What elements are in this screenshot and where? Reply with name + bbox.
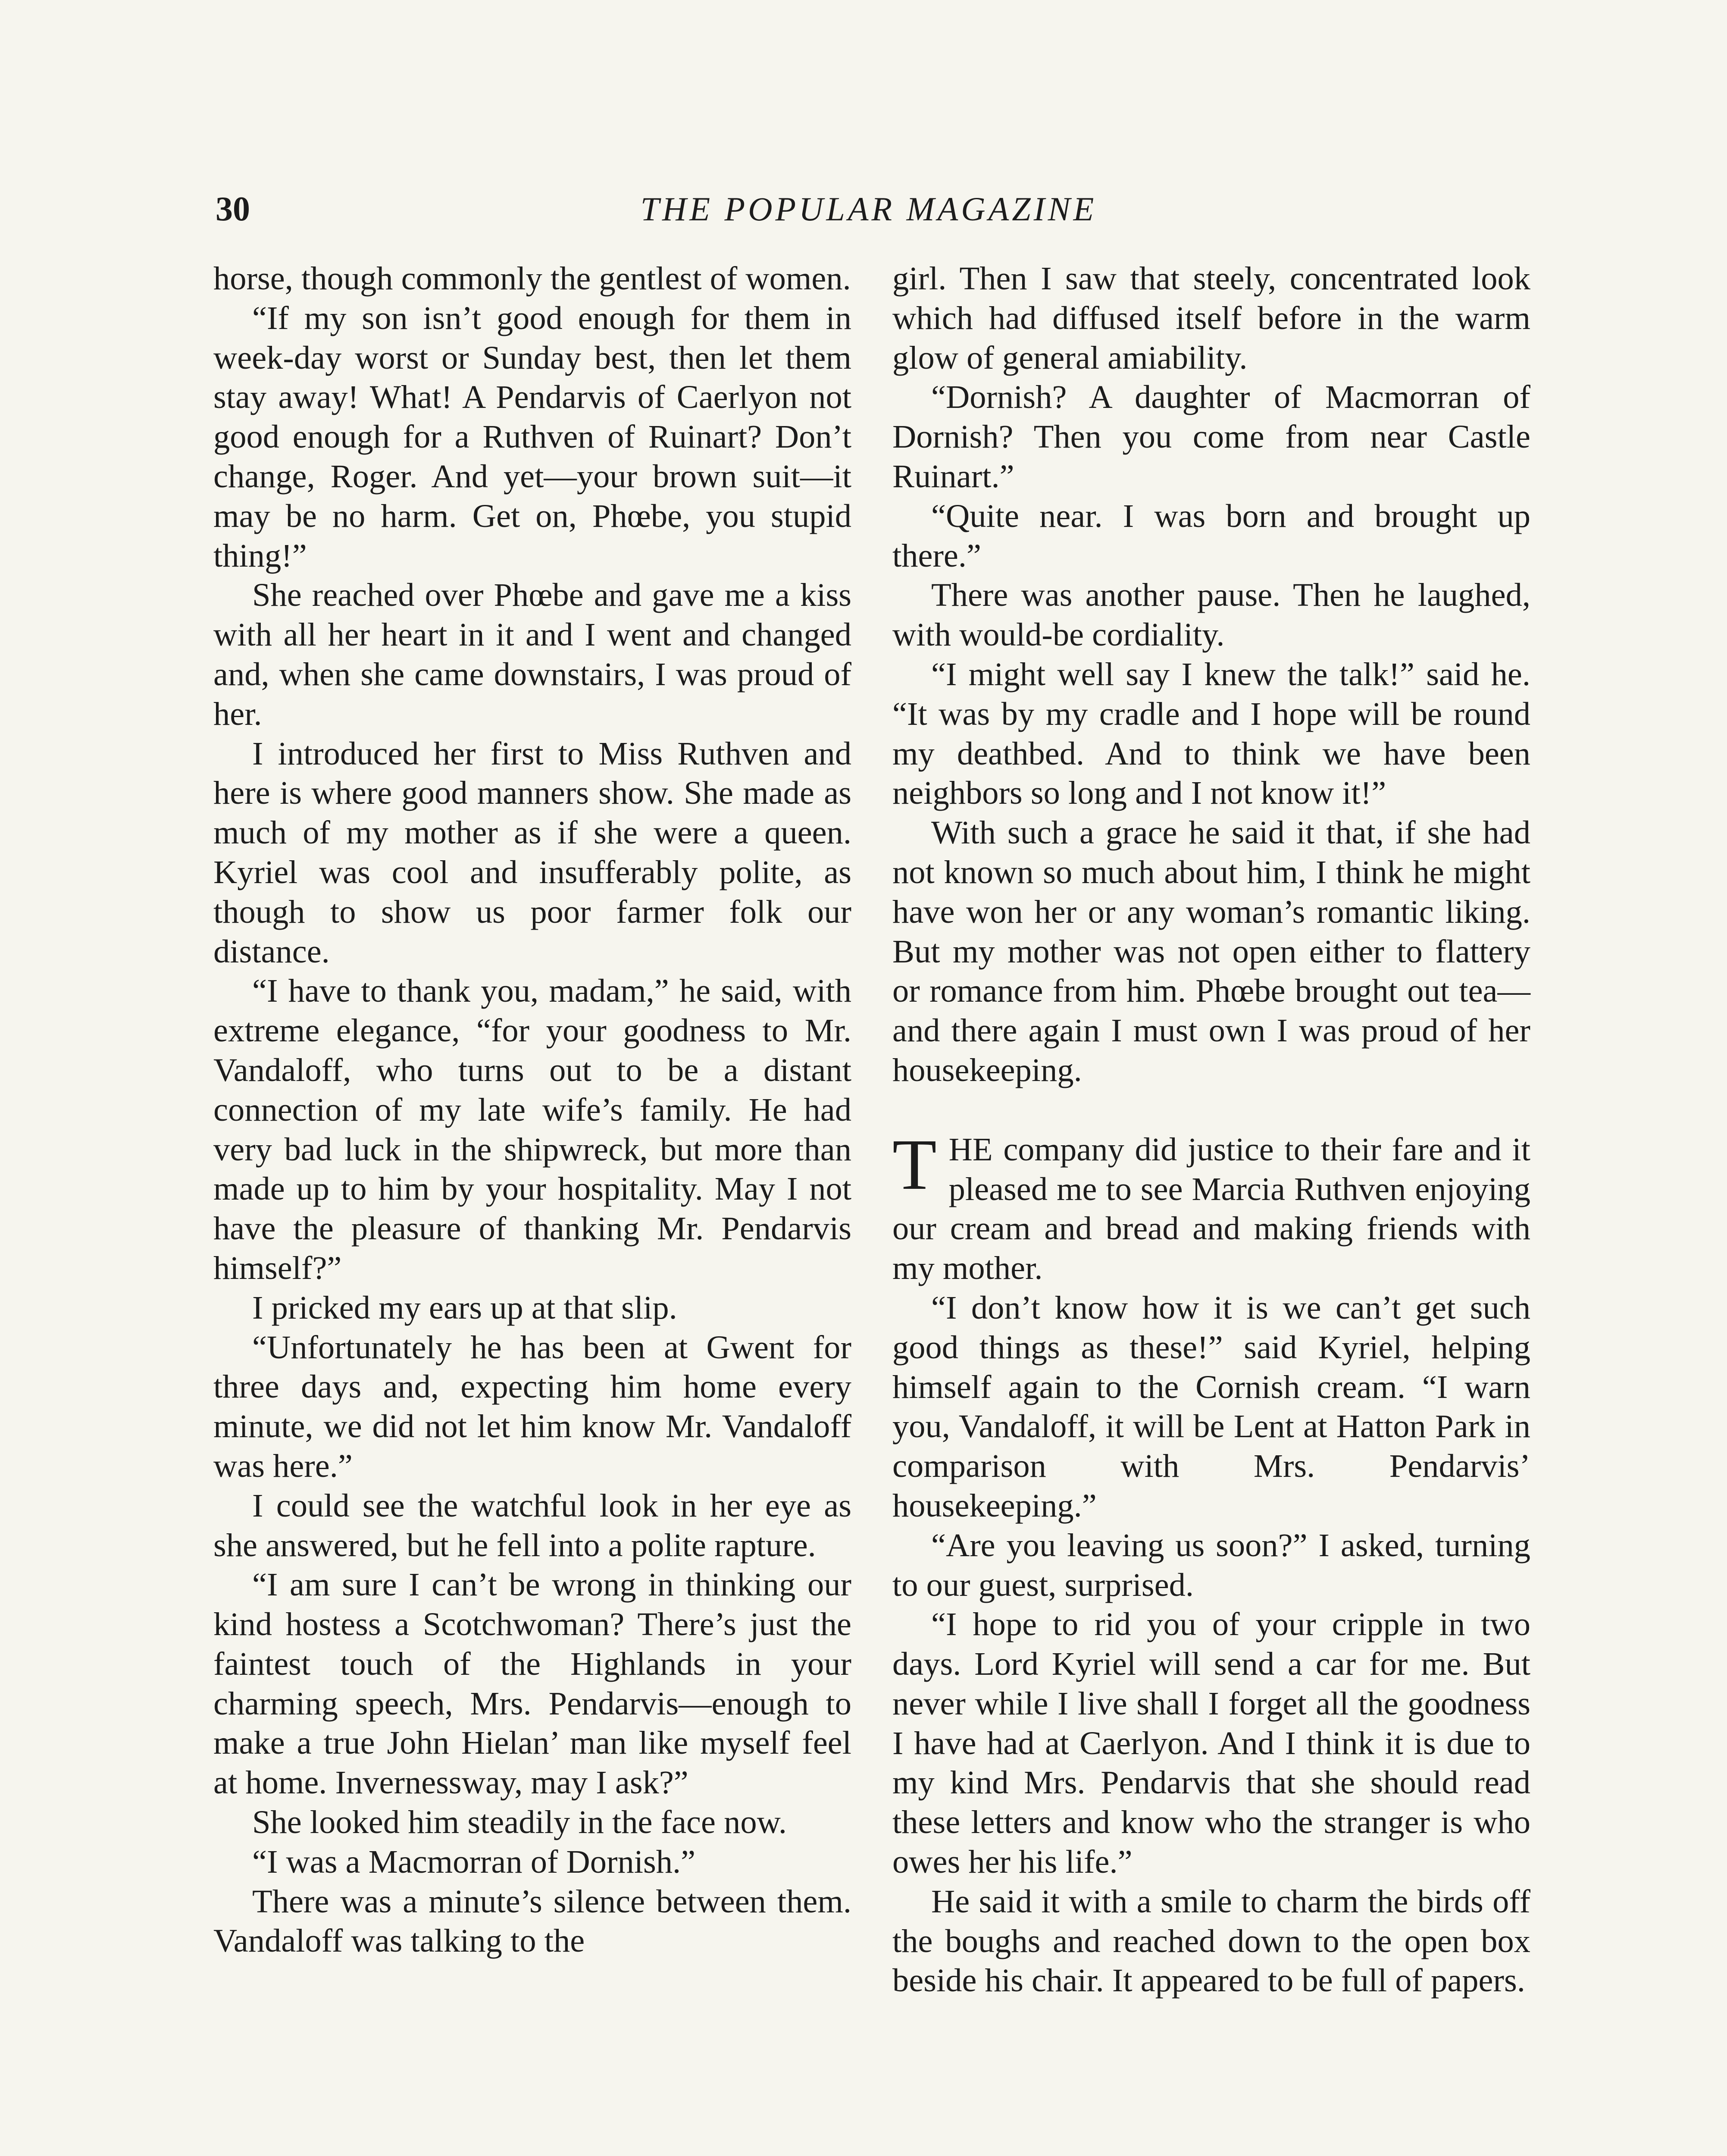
paragraph: “I was a Macmorran of Dornish.” — [252, 1843, 696, 1880]
paragraph: She reached over Phœbe and gave me a kiss with all her heart in it and I went and changed and, when she came downstairs, I was proud of her. — [213, 577, 851, 732]
paragraph: With such a grace he said it that, if she had not known so much about him, I think he might have won her or any woman’s romantic liking. But my mother was not open either to flattery or romance from him. Phœbe brought out tea—and there again I must own I was proud of her housekeeping. — [892, 814, 1530, 1088]
paragraph: I introduced her first to Miss Ruthven and here is where good manners show. She made as much of my mother as if she were a queen. Kyriel was cool and insufferably polite, as though to show us poor farmer folk our distance. — [213, 735, 851, 970]
paragraph: “I am sure I can’t be wrong in thinking our kind hostess a Scotchwoman? There’s just the faintest touch of the Highlands in your charming speech, Mrs. Pendarvis—enough to make a true John Hielan’ man like myself feel at home. Invernessway, may I ask?” — [213, 1566, 851, 1801]
paragraph: “I don’t know how it is we can’t get such good things as these!” said Kyriel, helping himself again to the Cornish cream. “I warn you, Vandaloff, it will be Lent at Hatton Park in comparison with Mrs. Pendarvis’ housekeeping.” — [892, 1289, 1530, 1524]
paragraph: There was another pause. Then he laughed, with would-be cordiality. — [892, 577, 1530, 653]
paragraph: “Quite near. I was born and brought up there.” — [892, 497, 1530, 574]
paragraph: horse, though commonly the gentlest of women. — [213, 260, 851, 297]
paragraph: He said it with a smile to charm the birds off the boughs and reached down to the open box beside his chair. It appeared to be full of papers. — [892, 1883, 1530, 1999]
paragraph: “I might well say I knew the talk!” said he. “It was by my cradle and I hope will be round my deathbed. And to think we have been neighbors so long and I not know it!” — [892, 655, 1530, 812]
page-number: 30 — [216, 190, 250, 228]
paragraph: “If my son isn’t good enough for them in week-day worst or Sunday best, then let them stay away! What! A Pendarvis of Caerlyon not good enough for a Ruthven of Ruinart? Don’t change, Roger. And yet—your brown suit—it may be no harm. Get on, Phœbe, you stupid thing!” — [213, 299, 851, 574]
paragraph: I could see the watchful look in her eye as she answered, but he fell into a polite rapture. — [213, 1487, 851, 1564]
right-column — [892, 259, 1530, 2000]
running-title: THE POPULAR MAGAZINE — [640, 190, 1097, 228]
paragraph: “Are you leaving us soon?” I asked, turning to our guest, surprised. — [892, 1526, 1530, 1603]
paragraph: There was a minute’s silence between them. Vandaloff was talking to the — [213, 1883, 851, 1959]
page-header — [216, 185, 1522, 237]
section-opening-paragraph — [892, 1124, 1530, 1288]
paragraph: I pricked my ears up at that slip. — [252, 1289, 677, 1326]
left-column — [213, 259, 851, 1961]
paragraph: girl. Then I saw that steely, concentrated look which had diffused itself before in the warm glow of general amiability. — [892, 260, 1530, 376]
section-opening-text: HE company did justice to their fare and it pleased me to see Marcia Ruthven enjoying our cream and bread and making friends with my mother. — [892, 1131, 1530, 1287]
drop-cap: T — [892, 1124, 937, 1205]
paragraph: “I have to thank you, madam,” he said, with extreme elegance, “for your goodness to Mr. Vandaloff, who turns out to be a distant connection of my late wife’s family. He had very bad luck in the shipwreck, but more than made up to him by your hospitality. May I not have the pleasure of thanking Mr. Pendarvis himself?” — [213, 972, 851, 1286]
paragraph: “I hope to rid you of your cripple in two days. Lord Kyriel will send a car for me. But never while I live shall I forget all the goodness I have had at Caerlyon. And I think it is due to my kind Mrs. Pendarvis that she should read these letters and know who the stranger is who owes her his life.” — [892, 1606, 1530, 1880]
paragraph: “Dornish? A daughter of Macmorran of Dornish? Then you come from near Castle Ruinart.” — [892, 379, 1530, 495]
paragraph: She looked him steadily in the face now. — [252, 1804, 787, 1841]
paragraph: “Unfortunately he has been at Gwent for three days and, expecting him home every minute, we did not let him know Mr. Vandaloff was here.” — [213, 1329, 851, 1484]
